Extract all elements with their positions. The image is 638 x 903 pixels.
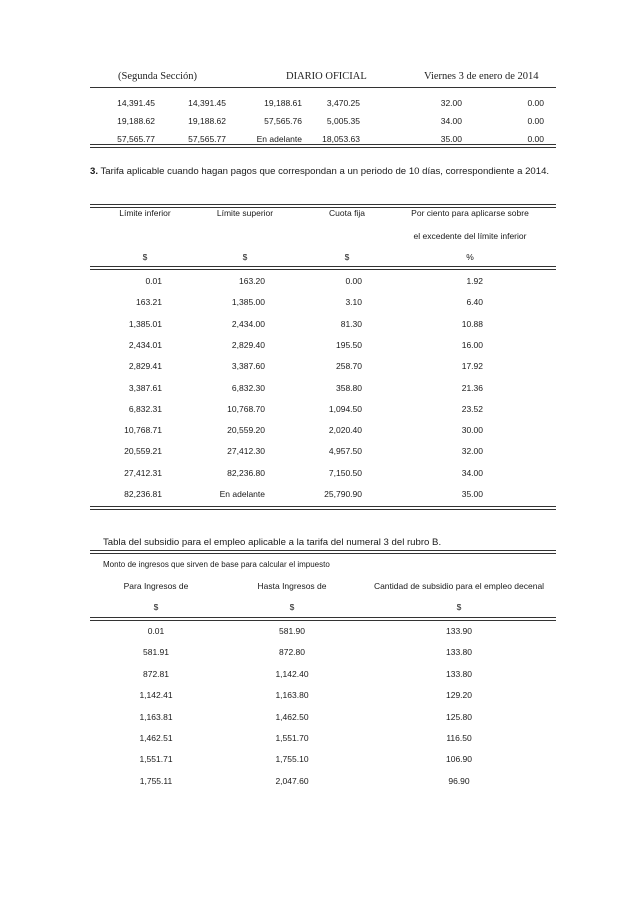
table-cell: 14,391.45: [188, 98, 226, 108]
table-cell: 34.00: [440, 116, 462, 126]
table-cell: 129.20: [446, 690, 472, 701]
table-cell: 1,142.41: [139, 690, 173, 701]
table-cell: 6.40: [466, 297, 483, 308]
table-cell: 1,551.71: [139, 754, 173, 765]
table-cell: 1,163.80: [275, 690, 309, 701]
table-cell: 872.81: [143, 668, 169, 679]
tariff-header-rule: [90, 266, 556, 267]
tariff-header-lower-limit: Límite inferior: [119, 208, 171, 218]
table-cell: 1.92: [466, 276, 483, 286]
table-cell: 133.80: [446, 647, 472, 658]
table-cell: 1,385.01: [128, 318, 162, 329]
subsidy-unit-to: $: [289, 602, 295, 612]
table-cell: 96.90: [448, 775, 470, 786]
table-cell: 57,565.76: [264, 116, 302, 126]
table-cell: 34.00: [461, 467, 483, 478]
table-cell: 14,391.45: [117, 98, 155, 108]
table-cell: 25,790.90: [324, 489, 362, 499]
table-cell: 358.80: [336, 382, 362, 393]
table-cell: 3,470.25: [326, 98, 360, 108]
table-cell: 17.92: [461, 361, 483, 372]
table-cell: 23.52: [461, 403, 483, 414]
table-cell: 27,412.30: [227, 446, 265, 457]
table-cell: 3,387.60: [231, 361, 265, 372]
tariff-unit-percent: %: [466, 252, 474, 262]
table-cell: 81.30: [340, 318, 362, 329]
section-3-paragraph: [90, 163, 556, 181]
table-cell: 125.80: [446, 711, 472, 722]
subsidy-header-to: Hasta Ingresos de: [257, 581, 327, 591]
tariff-unit-lower: $: [142, 252, 148, 262]
continued-table-bottom-rule: [90, 144, 556, 145]
table-cell: 20,559.20: [227, 425, 265, 436]
table-cell: 133.80: [446, 668, 472, 679]
tariff-header-percent: Por ciento para aplicarse sobre: [411, 208, 529, 218]
table-cell: 82,236.81: [124, 489, 162, 499]
header-date: Viernes 3 de enero de 2014: [424, 71, 539, 82]
table-cell: 872.80: [279, 647, 305, 658]
table-cell: 163.20: [239, 276, 265, 286]
table-cell: 1,385.00: [231, 297, 265, 308]
table-cell: 6,832.31: [128, 403, 162, 414]
table-cell: 20,559.21: [124, 446, 162, 457]
tariff-top-rule: [90, 204, 556, 205]
table-cell: 0.00: [345, 276, 362, 286]
tariff-header-percent-2: el excedente del límite inferior: [413, 231, 527, 241]
table-cell: 2,434.00: [231, 318, 265, 329]
tariff-bottom-rule: [90, 506, 556, 507]
header-rule: [90, 87, 556, 88]
table-cell: 0.01: [147, 626, 165, 636]
table-cell: 0.00: [527, 98, 544, 108]
table-cell: 27,412.31: [124, 467, 162, 478]
table-cell: 57,565.77: [117, 134, 155, 144]
table-cell: 1,163.81: [139, 711, 173, 722]
table-cell: 19,188.62: [188, 116, 226, 126]
table-cell: 581.91: [143, 647, 169, 658]
subsidy-header-amount: Cantidad de subsidio para el empleo decenal: [373, 581, 545, 591]
table-cell: 1,094.50: [328, 403, 362, 414]
subsidy-header-rule: [90, 617, 556, 618]
subsidy-top-rule-2: [90, 553, 556, 554]
table-cell: 116.50: [446, 733, 472, 743]
subsidy-header-from: Para Ingresos de: [123, 581, 189, 591]
table-cell: 6,832.30: [231, 382, 265, 393]
subsidy-top-rule: [90, 550, 556, 551]
table-cell: 1,755.10: [275, 754, 309, 765]
table-cell: 7,150.50: [328, 467, 362, 478]
table-cell: 2,047.60: [275, 775, 309, 786]
table-cell: 19,188.62: [117, 116, 155, 126]
table-cell: 35.00: [440, 134, 462, 144]
table-cell: 3,387.61: [128, 382, 162, 393]
table-cell: 57,565.77: [188, 134, 226, 144]
table-cell: 0.00: [527, 134, 544, 144]
table-cell: 2,829.40: [231, 339, 265, 350]
table-cell: 1,462.51: [139, 733, 173, 743]
subsidy-unit-from: $: [153, 602, 159, 612]
table-cell: En adelante: [256, 134, 302, 144]
subsidy-title: Tabla del subsidio para el empleo aplicable a la tarifa del numeral 3 del rubro B.: [103, 537, 442, 548]
subsidy-unit-amount: $: [456, 602, 462, 612]
tariff-bottom-rule-2: [90, 509, 556, 510]
header-journal: DIARIO OFICIAL: [286, 71, 367, 82]
tariff-header-rule-2: [90, 269, 556, 270]
table-cell: 21.36: [461, 382, 483, 393]
table-cell: 35.00: [461, 489, 483, 499]
table-cell: 10,768.70: [227, 403, 265, 414]
subsidy-header-rule-2: [90, 620, 556, 621]
table-cell: 106.90: [446, 754, 472, 765]
table-cell: 32.00: [440, 98, 462, 108]
section-number: 3.: [90, 166, 99, 177]
table-cell: 1,462.50: [275, 711, 309, 722]
tariff-header-fixed-fee: Cuota fija: [329, 208, 365, 218]
table-cell: En adelante: [219, 489, 265, 499]
tariff-header-upper-limit: Límite superior: [216, 208, 274, 218]
table-cell: 5,005.35: [326, 116, 360, 126]
table-cell: 581.90: [279, 626, 305, 636]
table-cell: 133.90: [446, 626, 472, 636]
table-cell: 195.50: [336, 339, 362, 350]
table-cell: 0.00: [527, 116, 544, 126]
table-cell: 32.00: [461, 446, 483, 457]
table-cell: 10,768.71: [124, 425, 162, 436]
table-cell: 3.10: [345, 297, 362, 308]
table-cell: 82,236.80: [227, 467, 265, 478]
header-section: (Segunda Sección): [118, 71, 198, 82]
table-cell: 2,829.41: [128, 361, 162, 372]
table-cell: 10.88: [461, 318, 483, 329]
table-cell: 2,020.40: [328, 425, 362, 436]
table-cell: 19,188.61: [264, 98, 302, 108]
table-cell: 1,142.40: [275, 668, 309, 679]
table-cell: 16.00: [461, 339, 483, 350]
continued-table-bottom-rule-2: [90, 147, 556, 148]
table-cell: 163.21: [136, 297, 162, 308]
subsidy-caption: Monto de ingresos que sirven de base para calcular el impuesto: [103, 560, 330, 569]
table-cell: 1,755.11: [139, 775, 173, 786]
table-cell: 18,053.63: [322, 134, 360, 144]
table-cell: 258.70: [336, 361, 362, 372]
table-cell: 1,551.70: [275, 733, 309, 743]
table-cell: 0.01: [145, 276, 162, 286]
section-text: Tarifa aplicable cuando hagan pagos que correspondan a un periodo de 10 días, correspondiente a 2014.: [100, 166, 550, 177]
table-cell: 30.00: [461, 425, 483, 436]
table-cell: 2,434.01: [128, 339, 162, 350]
tariff-unit-fee: $: [344, 252, 350, 262]
tariff-unit-upper: $: [242, 252, 248, 262]
table-cell: 4,957.50: [328, 446, 362, 457]
